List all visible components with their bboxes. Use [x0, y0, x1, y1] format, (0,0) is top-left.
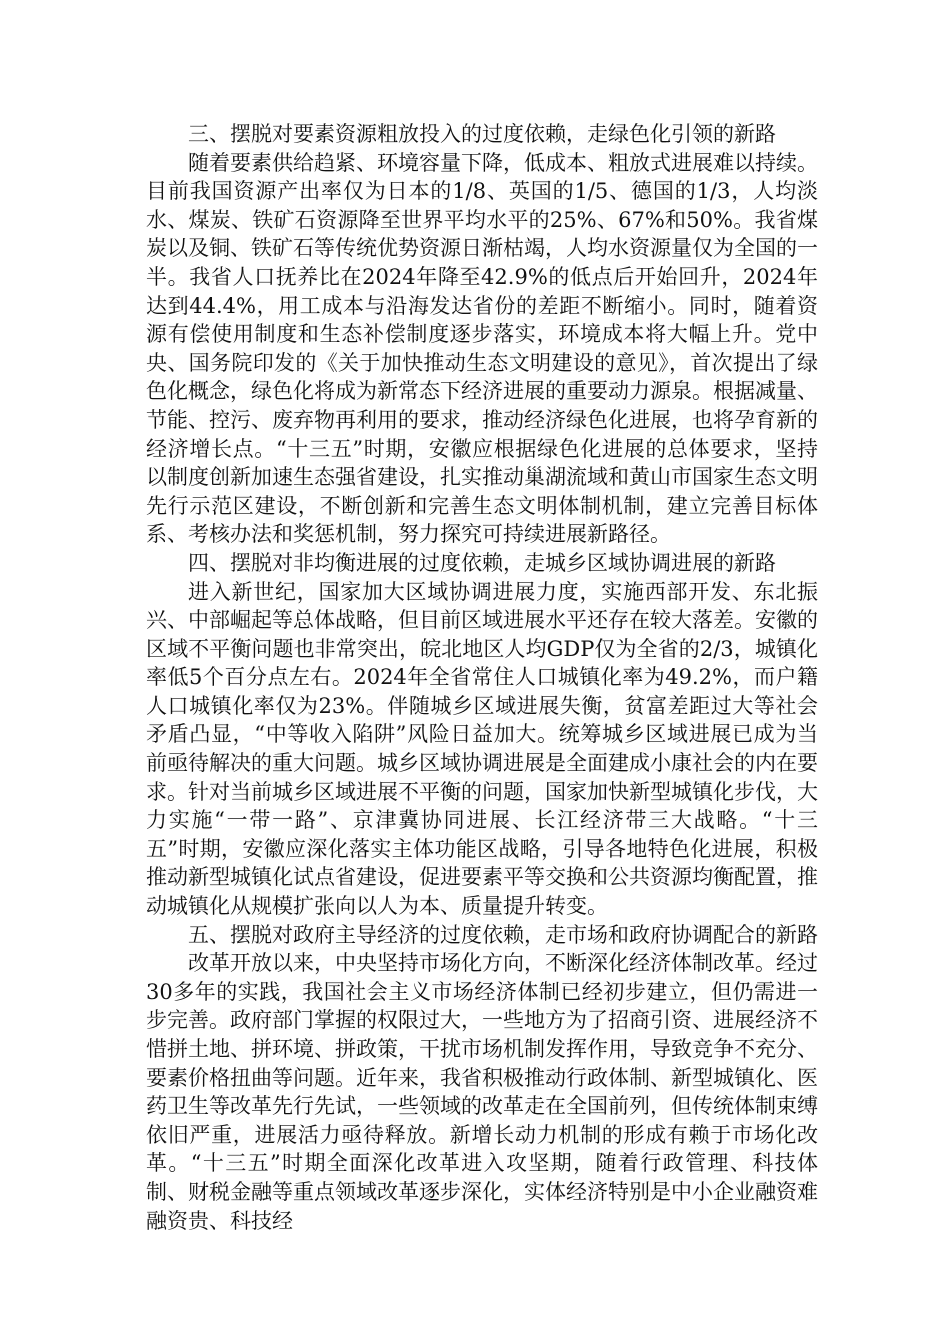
- section-heading-3: 三、摆脱对要素资源粗放投入的过度依赖，走绿色化引领的新路: [188, 122, 776, 146]
- section-heading-5: 五、摆脱对政府主导经济的过度依赖，走市场和政府协调配合的新路: [188, 922, 818, 947]
- body-paragraph: 改革开放以来，中央坚持市场化方向，不断深化经济体制改革。经过30多年的实践，我国社会主义市场经济体制已经初步建立，但仍需进一步完善。政府部门掌握的权限过大，一些地方为了招商引资、进展经济不惜拼土地、拼环境、拼政策，干扰市场机制发挥作用，导致竞争不充分、要素价格扭曲等问题。近年来，我省积极推动行政体制、新型城镇化、医药卫生等改革先行先试，一些领域的改革走在全国前列，但传统体制束缚依旧严重，进展活力亟待释放。新增长动力机制的形成有赖于市场化改革。“十三五”时期全面深化改革进入攻坚期，随着行政管理、科技体制、财税金融等重点领域改革逐步深化，实体经济特别是中小企业融资难融资贵、科技经: [146, 951, 818, 1233]
- body-paragraph: 进入新世纪，国家加大区域协调进展力度，实施西部开发、东北振兴、中部崛起等总体战略，但目前区域进展水平还存在较大落差。安徽的区域不平衡问题也非常突出，皖北地区人均GDP仅为全省的2/3，城镇化率低5个百分点左右。2024年全省常住人口城镇化率为49.2%，而户籍人口城镇化率仅为23%。伴随城乡区域进展失衡，贫富差距过大等社会矛盾凸显，“中等收入陷阱”风险日益加大。统筹城乡区域进展已成为当前亟待解决的重大问题。城乡区域协调进展是全面建成小康社会的内在要求。针对当前城乡区域进展不平衡的问题，国家加快新型城镇化步伐，大力实施“一带一路”、京津冀协同进展、长江经济带三大战略。“十三五”时期，安徽应深化落实主体功能区战略，引导各地特色化进展，积极推动新型城镇化试点省建设，促进要素平等交换和公共资源均衡配置，推动城镇化从规模扩张向以人为本、质量提升转变。: [146, 579, 818, 919]
- section-heading-4: 四、摆脱对非均衡进展的过度依赖，走城乡区域协调进展的新路: [188, 550, 776, 575]
- body-paragraph: 随着要素供给趋紧、环境容量下降，低成本、粗放式进展难以持续。目前我国资源产出率仅为日本的1/8、英国的1/5、德国的1/3，人均淡水、煤炭、铁矿石资源降至世界平均水平的25%、67%和50%。我省煤炭以及铜、铁矿石等传统优势资源日渐枯竭，人均水资源量仅为全国的一半。我省人口抚养比在2024年降至42.9%的低点后开始回升，2024年达到44.4%，用工成本与沿海发达省份的差距不断缩小。同时，随着资源有偿使用制度和生态补偿制度逐步落实，环境成本将大幅上升。党中央、国务院印发的《关于加快推动生态文明建设的意见》，首次提出了绿色化概念，绿色化将成为新常态下经济进展的重要动力源泉。根据减量、节能、控污、废弃物再利用的要求，推动经济绿色化进展，也将孕育新的经济增长点。“十三五”时期，安徽应根据绿色化进展的总体要求，坚持以制度创新加速生态强省建设，扎实推动巢湖流域和黄山市国家生态文明先行示范区建设，不断创新和完善生态文明体制机制，建立完善目标体系、考核办法和奖惩机制，努力探究可持续进展新路径。: [146, 150, 818, 547]
- document-body: [146, 120, 818, 1235]
